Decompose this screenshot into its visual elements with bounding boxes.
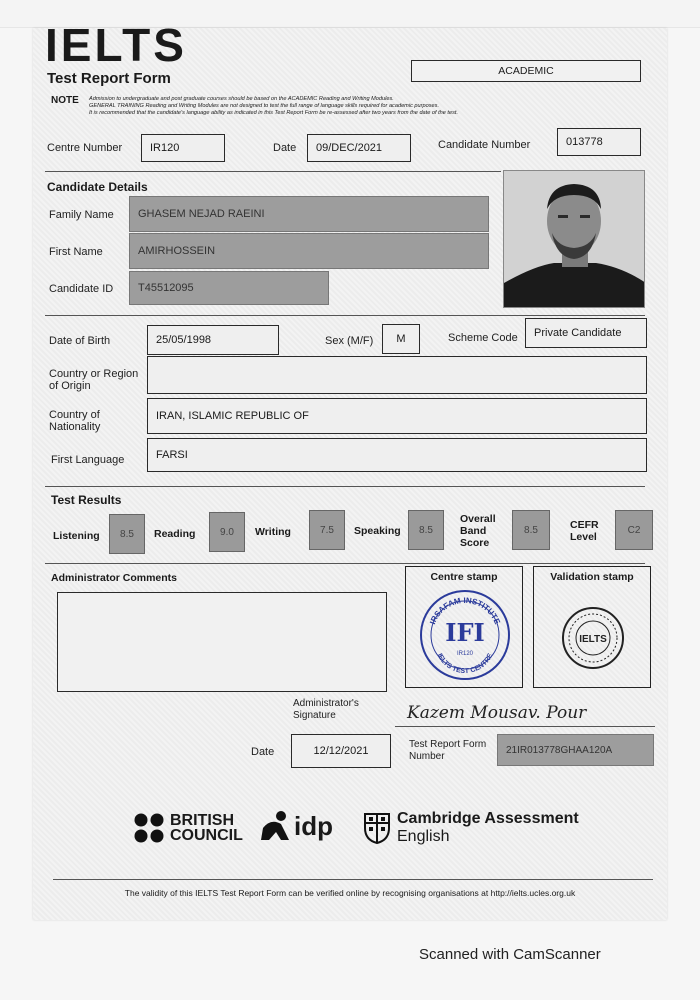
cefr-level-score: C2 <box>615 510 653 550</box>
validity-note: The validity of this IELTS Test Report Form can be verified online by recognising organisations at http://ielts.ucles.org.uk <box>124 888 576 898</box>
idp-logo: idp <box>261 810 333 842</box>
test-report-form-document <box>33 28 667 920</box>
signature-line <box>395 726 655 727</box>
validation-stamp-box <box>533 566 651 688</box>
overall-band-label: Overall Band Score <box>460 513 496 549</box>
issue-date-label: Date <box>251 746 275 758</box>
svg-text:IFI: IFI <box>445 618 485 647</box>
trf-number-field: 21IR013778GHAA120A <box>497 734 654 766</box>
nationality-field: IRAN, ISLAMIC REPUBLIC OF <box>147 398 647 434</box>
divider <box>45 563 645 564</box>
reading-label: Reading <box>154 528 196 540</box>
writing-label: Writing <box>255 526 291 538</box>
divider <box>45 315 645 316</box>
first-name-field: AMIRHOSSEIN <box>129 233 489 269</box>
centre-stamp-label: Centre stamp <box>430 571 498 583</box>
sex-field: M <box>382 324 420 354</box>
validation-stamp-label: Validation stamp <box>550 571 634 583</box>
centre-number-field: IR120 <box>141 134 225 162</box>
administrator-signature-label: Administrator's Signature <box>293 698 359 721</box>
candidate-number-field: 013778 <box>557 128 641 156</box>
candidate-id-field: T45512095 <box>129 271 329 305</box>
idp-figure-icon <box>261 810 291 842</box>
administrator-comments-field <box>57 592 387 692</box>
scheme-code-field: Private Candidate <box>525 318 647 348</box>
footer-divider <box>53 879 653 880</box>
candidate-photo <box>503 170 645 308</box>
test-date-field: 09/DEC/2021 <box>307 134 411 162</box>
trf-number-label: Test Report Form Number <box>409 739 487 762</box>
first-language-label: First Language <box>51 454 125 466</box>
camscanner-watermark: Scanned with CamScanner <box>419 946 601 963</box>
administrator-comments-label: Administrator Comments <box>51 572 178 584</box>
country-region-label: Country or Region of Origin <box>49 368 139 392</box>
listening-label: Listening <box>53 530 100 542</box>
cambridge-shield-icon <box>363 812 391 844</box>
test-results-heading: Test Results <box>51 493 122 507</box>
cambridge-logo: Cambridge Assessment English <box>363 810 579 846</box>
app-top-bar <box>0 0 700 28</box>
dob-label: Date of Birth <box>49 335 111 347</box>
candidate-details-heading: Candidate Details <box>47 180 148 194</box>
candidate-id-label: Candidate ID <box>49 283 114 295</box>
centre-stamp-seal <box>415 585 515 685</box>
candidate-photo-image <box>504 171 645 308</box>
speaking-score: 8.5 <box>408 510 444 550</box>
country-region-field <box>147 356 647 394</box>
nationality-label: Country of Nationality <box>49 409 101 433</box>
svg-text:IELTS TEST CENTRE: IELTS TEST CENTRE <box>435 652 495 676</box>
scheme-code-label: Scheme Code <box>448 332 518 344</box>
validation-stamp-seal <box>558 603 628 673</box>
sex-label: Sex (M/F) <box>325 335 374 347</box>
centre-number-label: Centre Number <box>47 142 123 154</box>
svg-text:IELTS: IELTS <box>579 634 607 645</box>
note-text: Admission to undergraduate and post graduate courses should be based on the ACADEMIC Reading and Writing Modules. GENERAL TRAINING Reading and Writing Modules are not designed to test the full range of language skills required for academic purposes. It is recommended that the candidate's language ability as indicated in this Test Report Form be re-assessed after two years from the date of the test. <box>89 96 458 116</box>
candidate-number-label: Candidate Number <box>438 139 531 151</box>
test-date-label: Date <box>273 142 297 154</box>
british-council-dots-icon <box>133 812 165 844</box>
centre-stamp-box <box>405 566 523 688</box>
overall-band-score: 8.5 <box>512 510 550 550</box>
administrator-signature: Kazem Mousav. Pour <box>407 703 587 723</box>
form-title: Test Report Form <box>47 70 171 87</box>
family-name-label: Family Name <box>49 209 114 221</box>
dob-field: 25/05/1998 <box>147 325 279 355</box>
divider <box>45 486 645 487</box>
speaking-label: Speaking <box>354 525 401 537</box>
reading-score: 9.0 <box>209 512 245 552</box>
module-box: ACADEMIC <box>411 60 641 82</box>
ielts-logo: IELTS <box>45 28 187 71</box>
first-language-field: FARSI <box>147 438 647 472</box>
british-council-logo: BRITISH COUNCIL <box>133 812 243 844</box>
issue-date-field: 12/12/2021 <box>291 734 391 768</box>
cefr-level-label: CEFR Level <box>570 519 599 543</box>
first-name-label: First Name <box>49 246 103 258</box>
writing-score: 7.5 <box>309 510 345 550</box>
note-label: NOTE <box>51 95 79 106</box>
listening-score: 8.5 <box>109 514 145 554</box>
svg-text:IRSAFAM INSTITUTE: IRSAFAM INSTITUTE <box>428 595 502 626</box>
divider <box>45 171 501 172</box>
family-name-field: GHASEM NEJAD RAEINI <box>129 196 489 232</box>
svg-text:IR120: IR120 <box>456 651 474 657</box>
